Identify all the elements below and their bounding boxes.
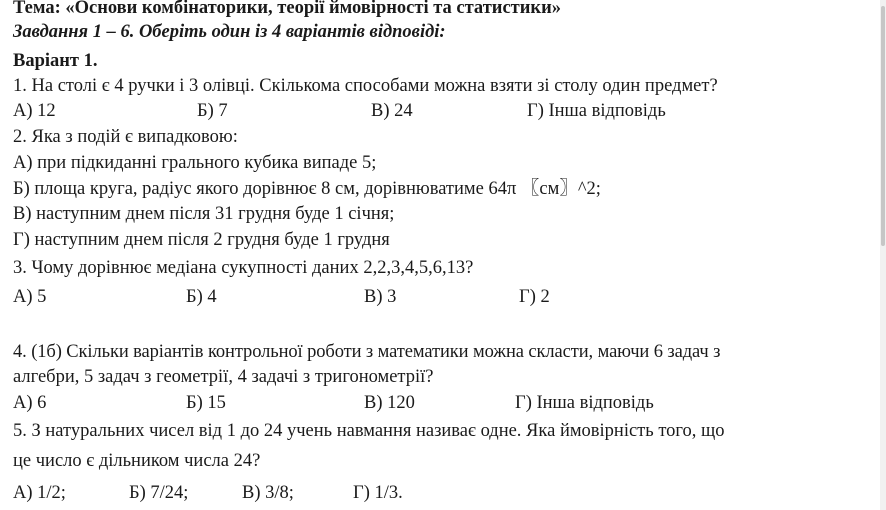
q2-option-b: Б) площа круга, радіус якого дорівнює 8 см, дорівнюватиме 64π 〖см〗^2; xyxy=(13,179,601,199)
question-4-line-2: алгебри, 5 задач з геометрії, 4 задачі з тригонометрії? xyxy=(13,367,434,387)
question-2: 2. Яка з подій є випадковою: xyxy=(13,127,238,147)
q2-option-d: Г) наступним днем після 2 грудня буде 1 грудня xyxy=(13,230,390,250)
q2-option-a: А) при підкиданні грального кубика випаде 5; xyxy=(13,153,377,173)
q3-option-d: Г) 2 xyxy=(519,287,550,307)
question-1: 1. На столі є 4 ручки і 3 олівці. Скількома способами можна взяти зі столу один предмет? xyxy=(13,76,718,96)
question-3: 3. Чому дорівнює медіана сукупності даних 2,2,3,4,5,6,13? xyxy=(13,258,474,278)
question-4-line-1: 4. (1б) Скільки варіантів контрольної роботи з математики можна скласти, маючи 6 задач з xyxy=(13,342,721,362)
q3-option-c: В) 3 xyxy=(364,287,397,307)
q5-option-a: А) 1/2; xyxy=(13,483,66,503)
q3-option-b: Б) 4 xyxy=(186,287,217,307)
vertical-scrollbar[interactable] xyxy=(880,0,886,510)
q4-option-c: В) 120 xyxy=(364,393,415,413)
q5-option-b: Б) 7/24; xyxy=(129,483,189,503)
q5-option-c: В) 3/8; xyxy=(242,483,294,503)
q5-option-d: Г) 1/3. xyxy=(353,483,403,503)
q1-option-b: Б) 7 xyxy=(197,101,228,121)
q1-option-a: А) 12 xyxy=(13,101,56,121)
topic-heading: Тема: «Основи комбінаторики, теорії ймовірності та статистики» xyxy=(13,0,561,18)
q4-option-b: Б) 15 xyxy=(186,393,226,413)
q1-option-d: Г) Інша відповідь xyxy=(527,101,666,121)
scrollbar-thumb[interactable] xyxy=(881,6,885,246)
variant-heading: Варіант 1. xyxy=(13,51,98,71)
question-5-line-2: це число є дільником числа 24? xyxy=(13,451,261,471)
q1-option-c: В) 24 xyxy=(371,101,413,121)
question-5-line-1: 5. З натуральних чисел від 1 до 24 учень навмання називає одне. Яка ймовірність того, що xyxy=(13,421,725,441)
q3-option-a: А) 5 xyxy=(13,287,47,307)
tasks-heading: Завдання 1 – 6. Оберіть один із 4 варіантів відповіді: xyxy=(13,22,446,42)
q2-option-c: В) наступним днем після 31 грудня буде 1 січня; xyxy=(13,204,395,224)
q4-option-a: А) 6 xyxy=(13,393,47,413)
q4-option-d: Г) Інша відповідь xyxy=(515,393,654,413)
